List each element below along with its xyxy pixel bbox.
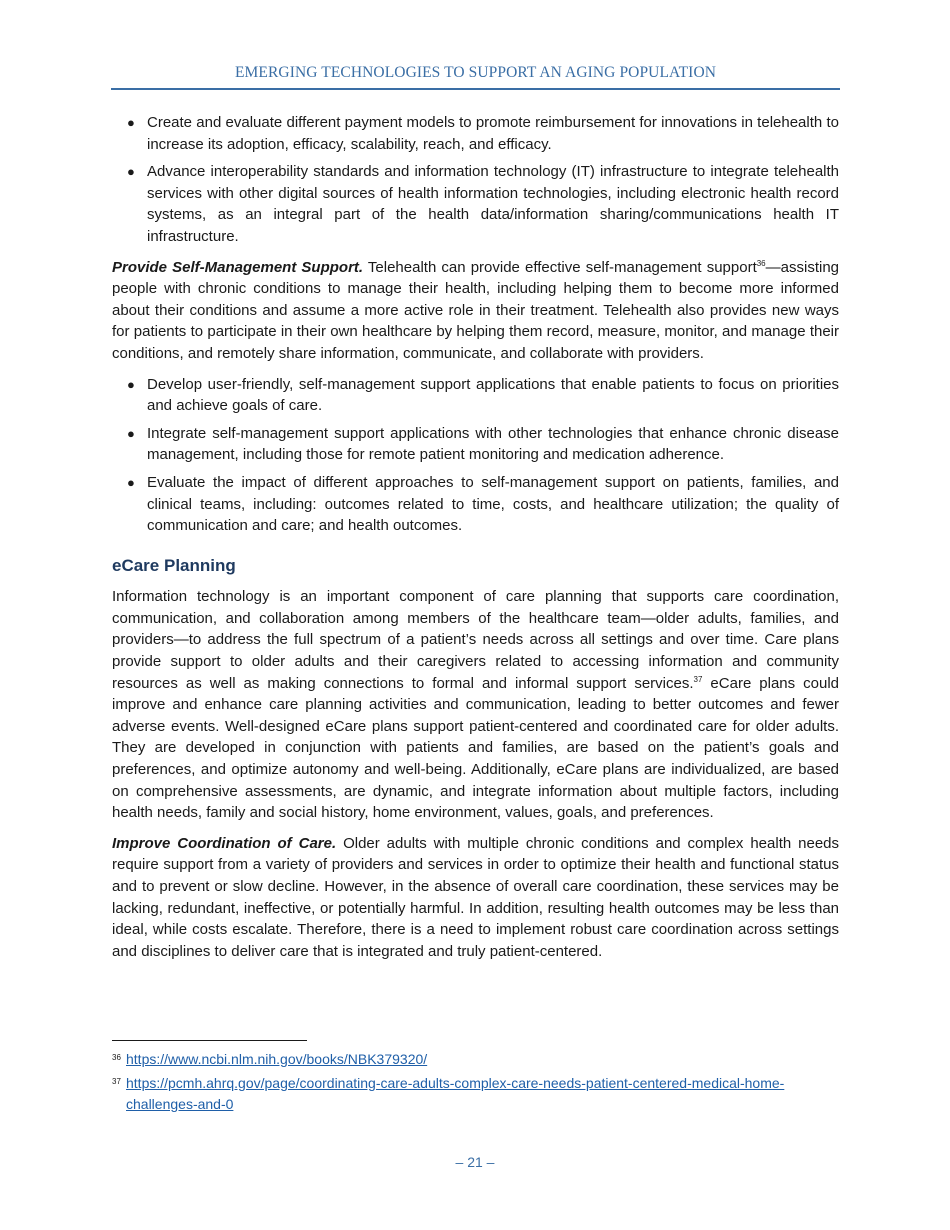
paragraph-lead: Improve Coordination of Care.	[112, 834, 337, 852]
list-item: ● Advance interoperability standards and information technology (IT) infrastructure to integrate telehealth services with other digital sources of health information technologies, including electronic health record systems, as an integral part of the health data/information sharing/communications health IT infrastructure.	[127, 163, 839, 245]
coordination-paragraph: Improve Coordination of Care. Older adults with multiple chronic conditions and complex health needs require support from a variety of providers and services in order to optimize their health and functional status and to prevent or slow decline. However, in the absence of overall care coordination, these services may be lacking, redundant, ineffective, or potentially harmful. In addition, resulting health outcomes may be less than ideal, while costs escalate. Therefore, there is a need to implement robust care coordination across settings and disciplines to deliver care that is integrated and truly patient-centered.	[112, 834, 839, 960]
list-item: ● Develop user-friendly, self-management support applications that enable patients to focus on priorities and achieve goals of care.	[127, 375, 839, 415]
running-header: EMERGING TECHNOLOGIES TO SUPPORT AN AGING POPULATION	[234, 64, 717, 81]
telehealth-recommendations-list	[112, 112, 839, 248]
bullet-icon: ●	[127, 376, 135, 392]
list-item: ● Create and evaluate different payment models to promote reimbursement for innovations in telehealth to increase its adoption, efficacy, scalability, reach, and efficacy.	[127, 114, 839, 153]
footnote-link[interactable]: https://www.ncbi.nlm.nih.gov/books/NBK379320/	[126, 1051, 428, 1067]
bullet-icon: ●	[127, 425, 135, 441]
page-number: – 21 –	[455, 1154, 495, 1170]
bullet-icon: ●	[127, 164, 135, 180]
page-body	[112, 112, 839, 971]
list-item: ● Integrate self-management support applications with other technologies that enhance chronic disease management, including those for remote patient monitoring and medication adherence.	[127, 424, 839, 464]
footnote-37: 37 https://pcmh.ahrq.gov/page/coordinating-care-adults-complex-care-needs-patient-centered-medical-home-challenges-and-0	[112, 1075, 785, 1112]
paragraph-lead: Provide Self-Management Support.	[112, 258, 364, 276]
list-item: ● Evaluate the impact of different approaches to self-management support on patients, families, and clinical teams, including: outcomes related to time, costs, and healthcare utilization; the quality of communication and care; and health outcomes.	[127, 473, 839, 535]
ecare-paragraph: Information technology is an important component of care planning that supports care coordination, communication, and collaboration among members of the healthcare team—older adults, families, and providers—to address the full spectrum of a patient’s needs across all settings and over time. Care plans provide support to older adults and their caregivers related to accessing information and community resources as well as making connections to formal and informal support services.$^{37}$ eCare plans could improve and enhance care planning activities and communication, leading to better outcomes and fewer adverse events. Well-designed eCare plans support patient-centered and coordinated care for older adults. They are developed in conjunction with patients and families, are based on the patient’s goals and preferences, and optimize autonomy and well-being. Additionally, eCare plans are individualized, are based on comprehensive assessments, are dynamic, and integrate information about multiple factors, including health needs, family and social history, home environment, values, goals, and preferences.	[112, 588, 839, 822]
footnote-36: 36 https://www.ncbi.nlm.nih.gov/books/NBK379320/	[112, 1051, 428, 1067]
footnote-separator	[112, 1040, 307, 1041]
footnotes	[112, 1049, 839, 1118]
footnote-ref-36[interactable]: 36	[756, 258, 766, 268]
bullet-icon: ●	[127, 474, 135, 490]
section-heading: eCare Planning	[112, 555, 236, 575]
footnote-ref-37[interactable]: 37	[693, 674, 703, 684]
self-management-list	[112, 374, 839, 537]
header-rule	[111, 88, 840, 90]
self-management-paragraph: Provide Self-Management Support. Telehealth can provide effective self-management support$^{36}$—assisting people with chronic conditions to manage their health, including helping them to become more informed about their conditions and assume a more active role in their treatment. Telehealth also provides new ways for patients to participate in their own healthcare by helping them record, measure, monitor, and manage their conditions, and remotely share information, communicate, and collaborate with providers.	[112, 258, 839, 362]
footnote-link[interactable]: https://pcmh.ahrq.gov/page/coordinating-care-adults-complex-care-needs-patient-centered-medical-home-challenges-and-0	[126, 1075, 785, 1112]
bullet-icon: ●	[127, 115, 135, 130]
